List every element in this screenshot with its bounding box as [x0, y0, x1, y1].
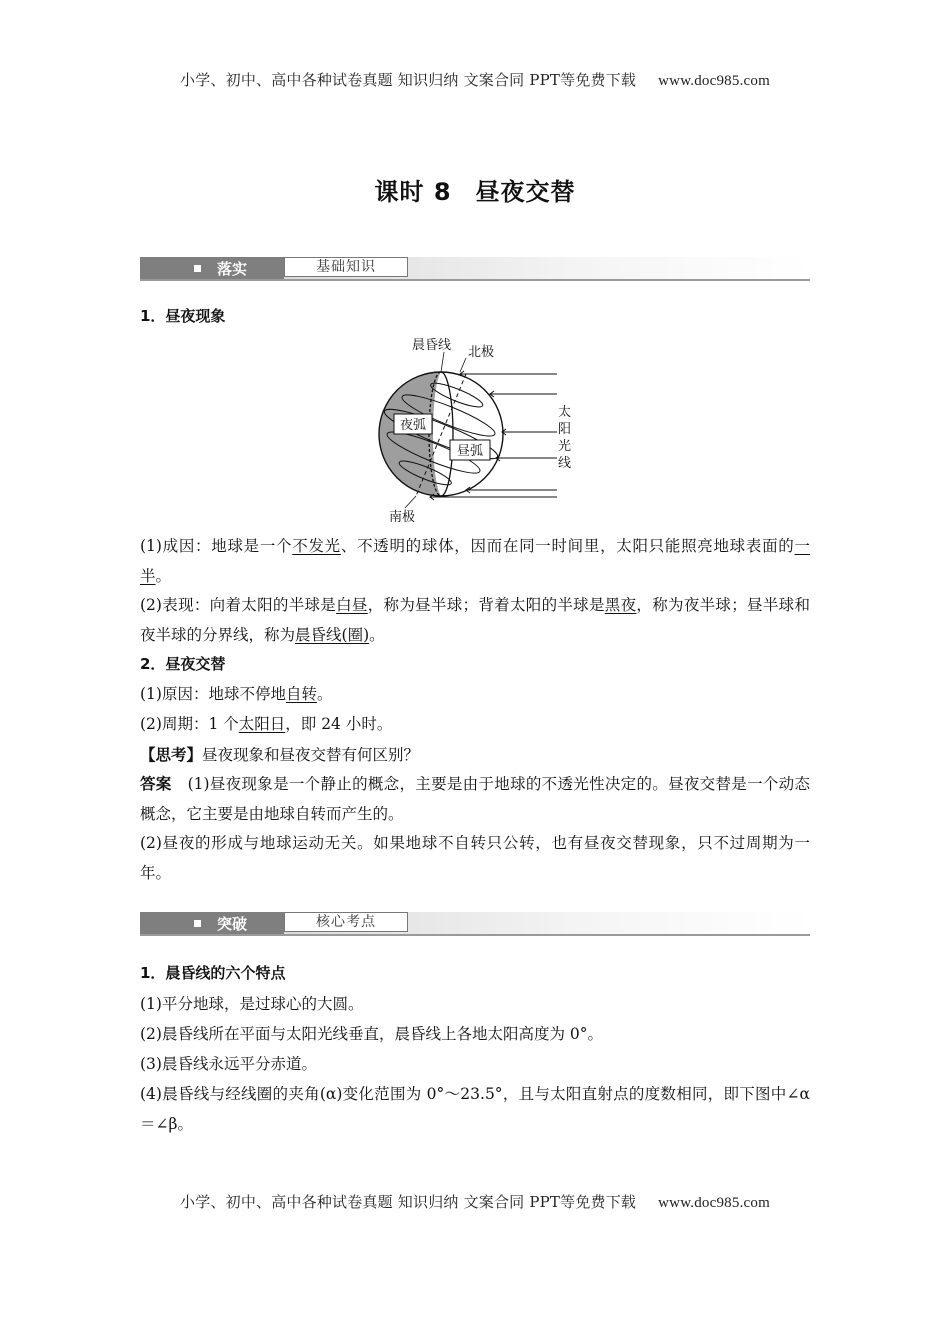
page-title — [0, 172, 950, 207]
square-bullet-icon — [194, 920, 201, 927]
page-header — [0, 69, 950, 90]
page-footer — [0, 1191, 950, 1212]
terminator-label: 晨昏线 — [412, 338, 452, 353]
lesson-number: 课时 8 — [374, 178, 452, 206]
section-tag: 落实 — [140, 257, 284, 279]
section-label: 核心考点 — [284, 912, 408, 932]
lesson-topic: 昼夜交替 — [475, 178, 576, 206]
paragraph-period: (2)周期：1 个太阳日，即 24 小时。 — [140, 715, 393, 733]
think-tag: 【思考】 — [140, 746, 203, 764]
south-pole-label: 南极 — [389, 510, 416, 525]
earth-diagram — [370, 332, 590, 528]
heading-day-night-alternation: 2．昼夜交替 — [140, 655, 226, 673]
night-arc-label: 夜弧 — [399, 418, 427, 433]
answer-blank: 一半 — [140, 537, 810, 585]
sunlight-label-4: 线 — [558, 456, 572, 471]
think-answer-2: (2)昼夜的形成与地球运动无关。如果地球不自转只公转，也有昼夜交替现象，只不过周期为一年。 — [140, 834, 810, 882]
heading-terminator-features: 1．晨昏线的六个特点 — [140, 964, 286, 982]
paragraph-reason: (1)原因：地球不停地自转。 — [140, 685, 333, 703]
list-item: (1)平分地球，是过球心的大圆。 — [140, 995, 364, 1013]
north-pole-label: 北极 — [468, 345, 495, 360]
think-answer-1: 答案 (1)昼夜现象是一个静止的概念，主要是由于地球的不透光性决定的。昼夜交替是一个动态概念，它主要是由地球自转而产生的。 — [140, 775, 810, 823]
section-tag: 突破 — [140, 912, 284, 934]
header-text: 小学、初中、高中各种试卷真题 知识归纳 文案合同 PPT等免费下载 — [180, 71, 637, 89]
paragraph-manifestation: (2)表现：向着太阳的半球是白昼，称为昼半球；背着太阳的半球是黑夜，称为夜半球；昼半球和夜半球的分界线，称为晨昏线(圈)。 — [140, 596, 810, 644]
sunlight-label-2: 阳 — [558, 422, 572, 437]
list-item: (4)晨昏线与经线圈的夹角(α)变化范围为 0°～23.5°，且与太阳直射点的度数相同，即下图中∠α＝∠β。 — [140, 1085, 810, 1133]
header-url[interactable]: www.doc985.com — [658, 73, 770, 89]
answer-blank: 自转 — [285, 685, 317, 703]
paragraph-cause: (1)成因：地球是一个不发光、不透明的球体，因而在同一时间里，太阳只能照亮地球表面的一半。 — [140, 537, 810, 585]
answer-blank: 晨昏线(圈) — [295, 625, 370, 644]
heading-day-night-phenomenon: 1．昼夜现象 — [140, 307, 226, 325]
answer-blank: 不发光 — [292, 537, 341, 555]
square-bullet-icon — [194, 265, 201, 272]
sunlight-label-1: 太 — [558, 405, 572, 420]
footer-text: 小学、初中、高中各种试卷真题 知识归纳 文案合同 PPT等免费下载 — [180, 1193, 637, 1211]
section-banner-core — [140, 912, 810, 936]
answer-label: 答案 — [140, 775, 172, 793]
section-banner-basics — [140, 257, 810, 281]
list-item: (2)晨昏线所在平面与太阳光线垂直，晨昏线上各地太阳高度为 0°。 — [140, 1025, 603, 1043]
list-item: (3)晨昏线永远平分赤道。 — [140, 1055, 317, 1073]
day-arc-label: 昼弧 — [456, 444, 484, 459]
answer-blank: 白昼 — [336, 596, 368, 614]
footer-url[interactable]: www.doc985.com — [658, 1195, 770, 1211]
sunlight-label-3: 光 — [558, 439, 572, 454]
think-question: 【思考】昼夜现象和昼夜交替有何区别？ — [140, 746, 420, 764]
section-label: 基础知识 — [284, 257, 408, 277]
answer-blank: 太阳日 — [238, 715, 286, 733]
answer-blank: 黑夜 — [604, 596, 637, 614]
